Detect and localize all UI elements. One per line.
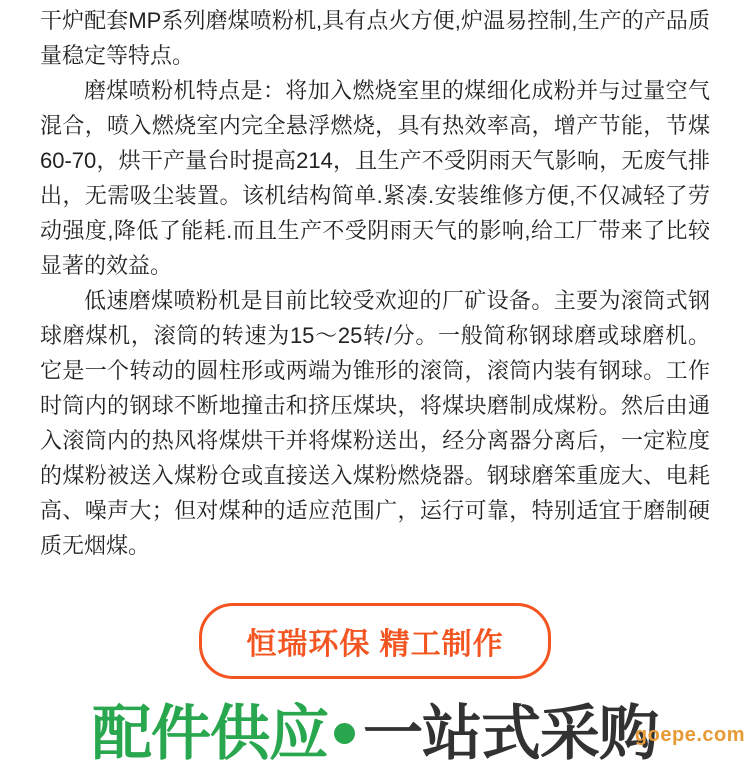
banner-green-text: 配件供应 [92, 700, 328, 766]
banner-dark-text: 一站式采购 [363, 700, 658, 766]
watermark: goepe.com [634, 724, 745, 746]
brand-badge-row [0, 603, 750, 679]
paragraph: 磨煤喷粉机特点是：将加入燃烧室里的煤细化成粉并与过量空气混合，喷入燃烧室内完全悬浮燃烧，具有热效率高，增产节能，节煤60-70，烘干产量台时提高214，且生产不受阴雨天气影响，无废气排出，无需吸尘装置。该机结构简单.紧凑.安装维修方便,不仅减轻了劳动强度,降低了能耗.而且生产不受阴雨天气的影响,给工厂带来了比较显著的效益。 [40, 78, 710, 278]
paragraph: 干炉配套MP系列磨煤喷粉机,具有点火方便,炉温易控制,生产的产品质量稳定等特点。 [40, 8, 710, 68]
brand-badge: 恒瑞环保 精工制作 [199, 603, 550, 679]
bullet-dot-icon [334, 723, 355, 744]
paragraph: 低速磨煤喷粉机是目前比较受欢迎的厂矿设备。主要为滚筒式钢球磨煤机，滚筒的转速为15～25转/分。一般简称钢球磨或球磨机。它是一个转动的圆柱形或两端为锥形的滚筒，滚筒内装有钢球。工作时筒内的钢球不断地撞击和挤压煤块，将煤块磨制成煤粉。然后由通入滚筒内的热风将煤烘干并将煤粉送出，经分离器分离后，一定粒度的煤粉被送入煤粉仓或直接送入煤粉燃烧器。钢球磨笨重庞大、电耗高、噪声大；但对煤种的适应范围广，运行可靠，特别适宜于磨制硬质无烟煤。 [40, 288, 710, 558]
